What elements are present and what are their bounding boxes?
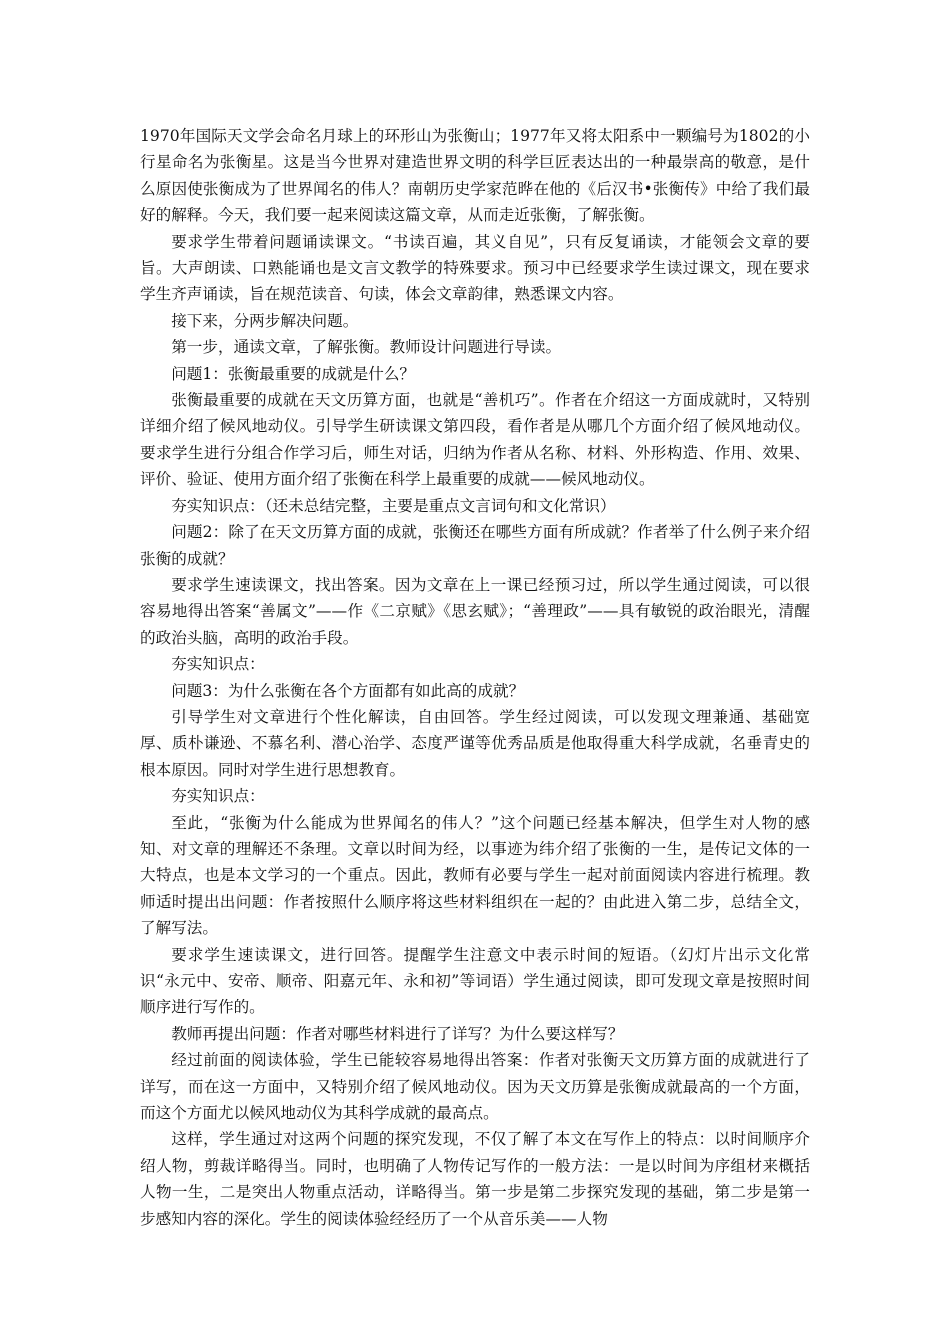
paragraph-question-3: 问题3：为什么张衡在各个方面都有如此高的成就？ bbox=[171, 681, 525, 700]
paragraph-time-order: 要求学生速读课文，进行回答。提醒学生注意文中表示时间的短语。（幻灯片出示文化常识“永元中、安帝、顺帝、阳嘉元年、永和初”等词语）学生通过阅读，即可发现文章是按照时间顺序进行写作的。 bbox=[140, 945, 810, 1017]
paragraph-knowledge-3: 夯实知识点： bbox=[171, 787, 265, 806]
paragraph-step-one: 第一步，通读文章，了解张衡。教师设计问题进行导读。 bbox=[171, 338, 562, 357]
paragraph-answer-3: 引导学生对文章进行个性化解读，自由回答。学生经过阅读，可以发现文理兼通、基础宽厚、质朴谦逊、不慕名利、潜心治学、态度严谨等优秀品质是他取得重大科学成就，名垂青史的根本原因。同时对学生进行思想教育。 bbox=[140, 707, 810, 779]
paragraph-detail-answer: 经过前面的阅读体验，学生已能较容易地得出答案：作者对张衡天文历算方面的成就进行了详写，而在这一方面中，又特别介绍了候风地动仪。因为天文历算是张衡成就最高的一个方面，而这个方面尤以候风地动仪为其科学成就的最高点。 bbox=[140, 1051, 810, 1123]
paragraph-answer-2: 要求学生速读课文，找出答案。因为文章在上一课已经预习过，所以学生通过阅读，可以很容易地得出答案“善属文”——作《二京赋》《思玄赋》；“善理政”——具有敏锐的政治眼光，清醒的政治头脑，高明的政治手段。 bbox=[140, 575, 810, 647]
document-page bbox=[140, 123, 810, 1232]
paragraph-knowledge-2: 夯实知识点： bbox=[171, 655, 265, 674]
paragraph-question-1: 问题1：张衡最重要的成就是什么？ bbox=[171, 364, 416, 383]
paragraph-answer-1: 张衡最重要的成就在天文历算方面，也就是“善机巧”。作者在介绍这一方面成就时，又特别详细介绍了候风地动仪。引导学生研读课文第四段，看作者是从哪几个方面介绍了候风地动仪。要求学生进行分组合作学习后，师生对话，归纳为作者从名称、材料、外形构造、作用、效果、评价、验证、使用方面介绍了张衡在科学上最重要的成就——候风地动仪。 bbox=[140, 391, 810, 489]
paragraph-summary: 至此，“张衡为什么能成为世界闻名的伟人？”这个问题已经基本解决，但学生对人物的感知、对文章的理解还不条理。文章以时间为经，以事迹为纬介绍了张衡的一生，是传记文体的一大特点，也是本文学习的一个重点。因此，教师有必要与学生一起对前面阅读内容进行梳理。教师适时提出出问题：作者按照什么顺序将这些材料组织在一起的？由此进入第二步，总结全文，了解写法。 bbox=[140, 813, 810, 938]
paragraph-teacher-question: 教师再提出问题：作者对哪些材料进行了详写？为什么要这样写？ bbox=[171, 1024, 624, 1043]
paragraph-recitation: 要求学生带着问题诵读课文。“书读百遍，其义自见”，只有反复诵读，才能领会文章的要旨。大声朗读、口熟能诵也是文言文教学的特殊要求。预习中已经要求学生读过课文，现在要求学生齐声诵读，旨在规范读音、句读，体会文章韵律，熟悉课文内容。 bbox=[140, 232, 810, 304]
paragraph-intro: 1970年国际天文学会命名月球上的环形山为张衡山；1977年又将太阳系中一颗编号为1802的小行星命名为张衡星。这是当今世界对建造世界文明的科学巨匠表达出的一种最崇高的敬意，是什么原因使张衡成为了世界闻名的伟人？南朝历史学家范晔在他的《后汉书•张衡传》中给了我们最好的解释。今天，我们要一起来阅读这篇文章，从而走近张衡，了解张衡。 bbox=[140, 127, 810, 225]
paragraph-two-steps: 接下来，分两步解决问题。 bbox=[171, 311, 359, 330]
paragraph-knowledge-1: 夯实知识点：（还未总结完整，主要是重点文言词句和文化常识） bbox=[171, 496, 616, 515]
paragraph-question-2: 问题2：除了在天文历算方面的成就，张衡还在哪些方面有所成就？作者举了什么例子来介绍张衡的成就？ bbox=[140, 523, 810, 568]
paragraph-conclusion: 这样，学生通过对这两个问题的探究发现，不仅了解了本文在写作上的特点：以时间顺序介绍人物，剪裁详略得当。同时，也明确了人物传记写作的一般方法：一是以时间为序组材来概括人物一生，二是突出人物重点活动，详略得当。第一步是第二步探究发现的基础，第二步是第一步感知内容的深化。学生的阅读体验经经历了一个从音乐美——人物 bbox=[140, 1130, 810, 1228]
